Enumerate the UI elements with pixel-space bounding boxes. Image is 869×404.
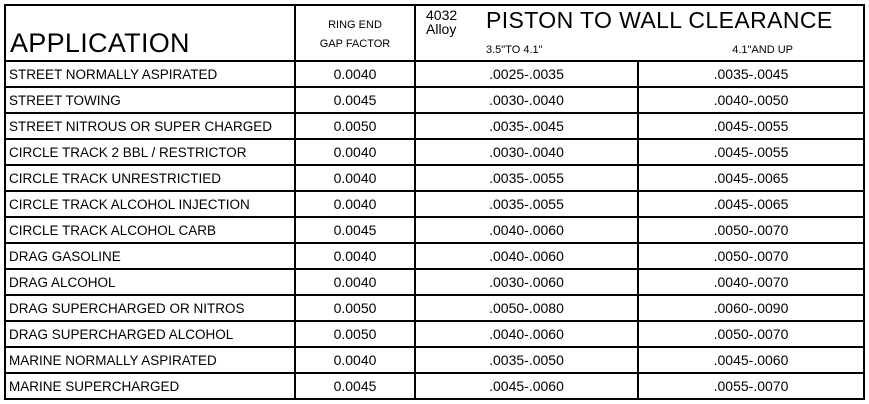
application-cell: CIRCLE TRACK UNRESTRICTIED [5, 165, 295, 191]
bore-small-header: 3.5"TO 4.1" [486, 44, 543, 56]
gap-factor-cell: 0.0045 [295, 373, 415, 399]
application-cell: DRAG SUPERCHARGED ALCOHOL [5, 321, 295, 347]
clearance-small-bore-cell: .0040-.0060 [415, 321, 638, 347]
table-row [5, 165, 864, 191]
clearance-large-bore-cell: .0050-.0070 [638, 217, 864, 243]
gap-factor-cell: 0.0040 [295, 165, 415, 191]
ring-gap-header [295, 5, 415, 61]
gap-factor-cell: 0.0040 [295, 191, 415, 217]
gap-factor-cell: 0.0045 [295, 217, 415, 243]
table-row [5, 139, 864, 165]
clearance-large-bore-cell: .0045-.0055 [638, 139, 864, 165]
clearance-small-bore-cell: .0045-.0060 [415, 373, 638, 399]
application-cell: MARINE NORMALLY ASPIRATED [5, 347, 295, 373]
clearance-large-bore-cell: .0045-.0060 [638, 347, 864, 373]
application-cell: DRAG SUPERCHARGED OR NITROS [5, 295, 295, 321]
gap-factor-cell: 0.0040 [295, 139, 415, 165]
clearance-small-bore-cell: .0035-.0045 [415, 113, 638, 139]
clearance-small-bore-cell: .0030-.0040 [415, 139, 638, 165]
clearance-small-bore-cell: .0035-.0050 [415, 347, 638, 373]
clearance-large-bore-cell: .0050-.0070 [638, 243, 864, 269]
alloy-label [426, 8, 457, 36]
clearance-small-bore-cell: .0040-.0060 [415, 243, 638, 269]
table-row [5, 217, 864, 243]
gap-factor-cell: 0.0040 [295, 347, 415, 373]
alloy-label-line2: Alloy [426, 21, 457, 37]
clearance-large-bore-cell: .0035-.0045 [638, 61, 864, 87]
clearance-small-bore-cell: .0025-.0035 [415, 61, 638, 87]
ring-gap-header-line1: RING END [328, 19, 382, 31]
gap-factor-cell: 0.0045 [295, 87, 415, 113]
application-cell: CIRCLE TRACK 2 BBL / RESTRICTOR [5, 139, 295, 165]
clearance-small-bore-cell: .0035-.0055 [415, 165, 638, 191]
clearance-large-bore-cell: .0040-.0070 [638, 269, 864, 295]
clearance-large-bore-cell: .0045-.0065 [638, 165, 864, 191]
application-cell: STREET NITROUS OR SUPER CHARGED [5, 113, 295, 139]
application-cell: CIRCLE TRACK ALCOHOL INJECTION [5, 191, 295, 217]
alloy-label-line1: 4032 [426, 7, 458, 23]
clearance-small-bore-cell: .0050-.0080 [415, 295, 638, 321]
clearance-large-bore-cell: .0055-.0070 [638, 373, 864, 399]
clearance-title: PISTON TO WALL CLEARANCE [486, 7, 833, 33]
application-cell: STREET NORMALLY ASPIRATED [5, 61, 295, 87]
application-cell: MARINE SUPERCHARGED [5, 373, 295, 399]
clearance-small-bore-cell: .0040-.0060 [415, 217, 638, 243]
table-row [5, 269, 864, 295]
gap-factor-cell: 0.0040 [295, 61, 415, 87]
table-row [5, 191, 864, 217]
clearance-small-bore-cell: .0035-.0055 [415, 191, 638, 217]
clearance-small-bore-cell: .0030-.0040 [415, 87, 638, 113]
table-row [5, 321, 864, 347]
table-row [5, 295, 864, 321]
table-row [5, 87, 864, 113]
ring-gap-header-line2: GAP FACTOR [319, 38, 391, 50]
clearance-large-bore-cell: .0060-.0090 [638, 295, 864, 321]
gap-factor-cell: 0.0040 [295, 243, 415, 269]
gap-factor-cell: 0.0040 [295, 269, 415, 295]
clearance-large-bore-cell: .0040-.0050 [638, 87, 864, 113]
clearance-small-bore-cell: .0030-.0060 [415, 269, 638, 295]
table-row [5, 243, 864, 269]
clearance-large-bore-cell: .0045-.0055 [638, 113, 864, 139]
application-cell: STREET TOWING [5, 87, 295, 113]
clearance-large-bore-cell: .0050-.0070 [638, 321, 864, 347]
table-row [5, 347, 864, 373]
application-cell: DRAG ALCOHOL [5, 269, 295, 295]
application-cell: CIRCLE TRACK ALCOHOL CARB [5, 217, 295, 243]
gap-factor-cell: 0.0050 [295, 113, 415, 139]
clearance-header [415, 5, 864, 61]
gap-factor-cell: 0.0050 [295, 295, 415, 321]
gap-factor-cell: 0.0050 [295, 321, 415, 347]
application-cell: DRAG GASOLINE [5, 243, 295, 269]
header-row [5, 5, 864, 61]
table-row [5, 373, 864, 399]
clearance-large-bore-cell: .0045-.0065 [638, 191, 864, 217]
application-header: APPLICATION [5, 5, 295, 61]
table-row [5, 61, 864, 87]
clearance-table [4, 4, 865, 400]
bore-large-header: 4.1"AND UP [732, 44, 793, 56]
table-row [5, 113, 864, 139]
